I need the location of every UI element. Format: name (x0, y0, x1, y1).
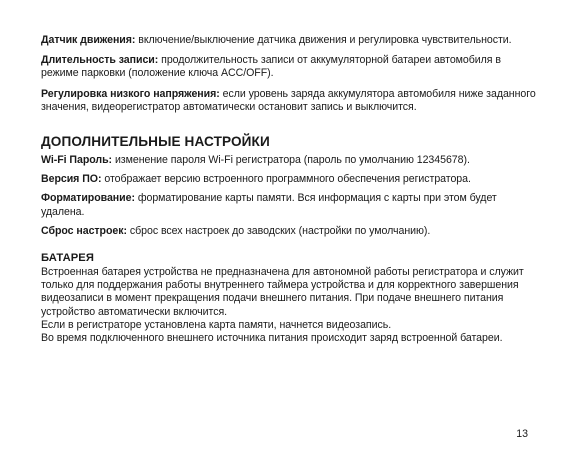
firmware-version-paragraph (41, 173, 541, 186)
low-voltage-paragraph (41, 88, 541, 114)
record-duration-text: продолжительность записи от аккумуляторной батареи автомобиля в режиме парковки (положение ключа ACC/OFF). (41, 54, 501, 80)
low-voltage-term: Регулировка низкого напряжения: (41, 87, 220, 100)
format-paragraph (41, 192, 541, 218)
manual-page (41, 34, 541, 345)
motion-sensor-text: включение/выключение датчика движения и регулировка чувствительности. (135, 34, 512, 46)
format-text: форматирование карты памяти. Вся информация с карты при этом будет удалена. (41, 192, 497, 218)
record-duration-paragraph (41, 54, 541, 80)
page-number: 13 (516, 428, 528, 440)
firmware-version-text: отображает версию встроенного программного обеспечения регистратора. (101, 173, 471, 186)
firmware-version-term: Версия ПО: (41, 173, 102, 186)
motion-sensor-paragraph (41, 34, 541, 47)
reset-settings-paragraph (41, 225, 541, 238)
reset-settings-term: Сброс настроек: (41, 224, 127, 237)
wifi-password-text: изменение пароля Wi-Fi регистратора (пароль по умолчанию 12345678). (112, 154, 470, 167)
battery-text-line-1: Встроенная батарея устройства не предназначена для автономной работы регистратора и служит только для поддержания работы внутреннего таймера устройства и для корректного завершения видеозаписи в момент прекращения подачи внешнего питания. При подаче внешнего питания устройство автоматически включится. (41, 266, 524, 318)
record-duration-term: Длительность записи: (41, 54, 159, 67)
wifi-password-paragraph (41, 154, 541, 167)
motion-sensor-term: Датчик движения: (41, 34, 136, 46)
low-voltage-text: если уровень заряда аккумулятора автомобиля ниже заданного значения, видеорегистратор автоматически остановит запись и выключится. (41, 87, 536, 113)
battery-text-line-2: Если в регистраторе установлена карта памяти, начнется видеозапись. (41, 318, 392, 331)
battery-heading: БАТАРЕЯ (41, 252, 95, 265)
battery-text-line-3: Во время подключенного внешнего источника питания происходит заряд встроенной батареи. (41, 332, 503, 345)
additional-settings-heading: ДОПОЛНИТЕЛЬНЫЕ НАСТРОЙКИ (41, 134, 270, 150)
reset-settings-text: сброс всех настроек до заводских (настройки по умолчанию). (126, 224, 431, 237)
wifi-password-term: Wi-Fi Пароль: (41, 154, 113, 167)
format-term: Форматирование: (41, 192, 135, 205)
battery-description (41, 266, 541, 345)
